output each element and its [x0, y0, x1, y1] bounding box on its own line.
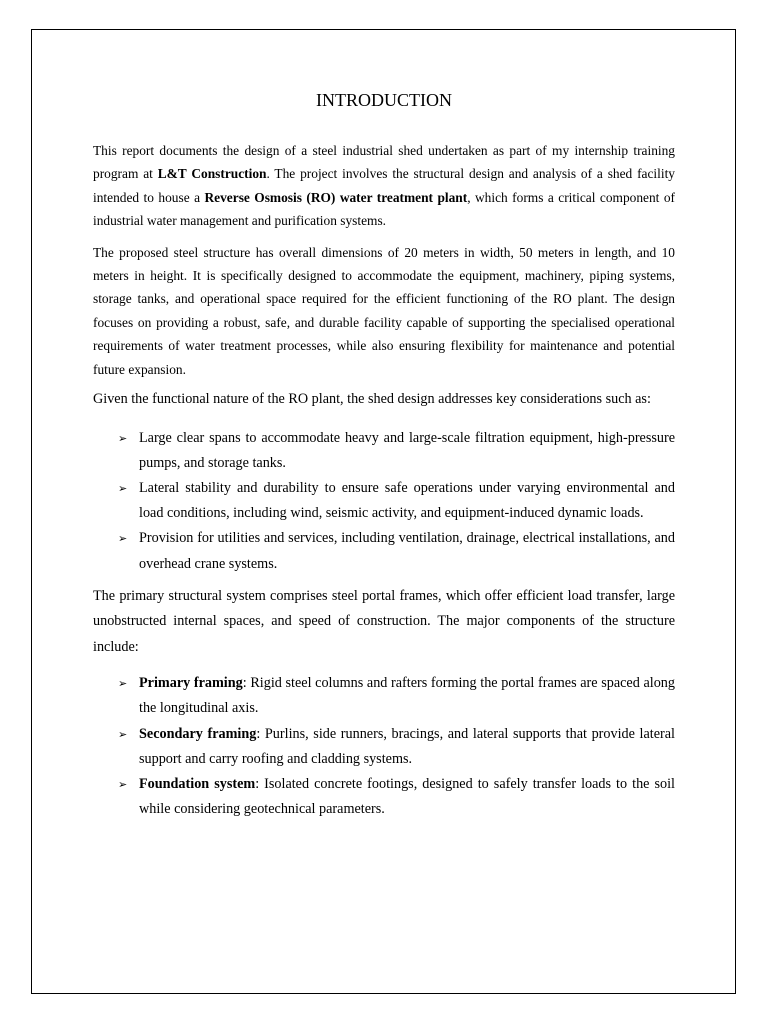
list-item-label: Secondary framing: [139, 725, 257, 742]
list-item: [118, 671, 675, 721]
arrow-bullet-icon: ➢: [118, 431, 128, 445]
list-item: [118, 526, 675, 576]
arrow-bullet-icon: ➢: [118, 532, 128, 546]
considerations-intro-paragraph: Given the functional nature of the RO plant, the shed design addresses key considerations such as:: [93, 391, 651, 408]
dimensions-paragraph: The proposed steel structure has overall dimensions of 20 meters in width, 50 meters in length, and 10 meters in height. It is specifically designed to accommodate the equipment, machinery, piping systems, storage tanks, and operational space required for the efficient functioning of the RO plant. The design focuses on providing a robust, safe, and durable facility capable of supporting the specialised operational requirements of water treatment processes, while also ensuring flexibility for maintenance and potential future expansion.: [93, 244, 675, 377]
page-title: INTRODUCTION: [316, 90, 452, 110]
company-name: L&T Construction: [157, 166, 267, 182]
list-item: [118, 772, 675, 822]
arrow-bullet-icon: ➢: [118, 677, 128, 691]
list-item-text: : Isolated concrete footings, designed to safely transfer loads to the soil while considering geotechnical parameters.: [139, 776, 675, 818]
considerations-list: [93, 426, 675, 577]
plant-name: Reverse Osmosis (RO) water treatment plant: [204, 189, 468, 205]
list-item-text: : Purlins, side runners, bracings, and lateral supports that provide lateral support and carry roofing and cladding systems.: [139, 725, 675, 767]
arrow-bullet-icon: ➢: [118, 727, 128, 741]
list-item-text: Lateral stability and durability to ensure safe operations under varying environmental and load conditions, including wind, seismic activity, and equipment-induced dynamic loads.: [139, 479, 675, 522]
intro-text-a: This report documents the design of a steel industrial shed undertaken as part of my internship training program at: [93, 143, 675, 182]
intro-text-b: . The project involves the structural design and analysis of a shed facility intended to house a: [93, 166, 675, 205]
arrow-bullet-icon: ➢: [118, 481, 128, 495]
list-item-label: Foundation system: [139, 776, 256, 793]
list-item-label: Primary framing: [139, 675, 243, 692]
list-item-text: Large clear spans to accommodate heavy and large-scale filtration equipment, high-pressure pumps, and storage tanks.: [139, 429, 675, 471]
list-item: [118, 722, 675, 772]
intro-text-c: , which forms a critical component of industrial water management and purification systems.: [93, 189, 675, 229]
arrow-bullet-icon: ➢: [118, 778, 128, 792]
list-item-text: : Rigid steel columns and rafters forming the portal frames are spaced along the longitudinal axis.: [139, 675, 675, 717]
intro-paragraph: [93, 139, 675, 233]
components-list: [93, 671, 675, 822]
structural-system-paragraph: The primary structural system comprises steel portal frames, which offer efficient load transfer, large unobstructed internal spaces, and speed of construction. The major components of the structure include:: [93, 587, 675, 655]
document-body: [93, 139, 675, 823]
list-item-text: Provision for utilities and services, including ventilation, drainage, electrical installations, and overhead crane systems.: [139, 530, 675, 572]
list-item: [118, 426, 675, 476]
list-item: [118, 476, 675, 526]
